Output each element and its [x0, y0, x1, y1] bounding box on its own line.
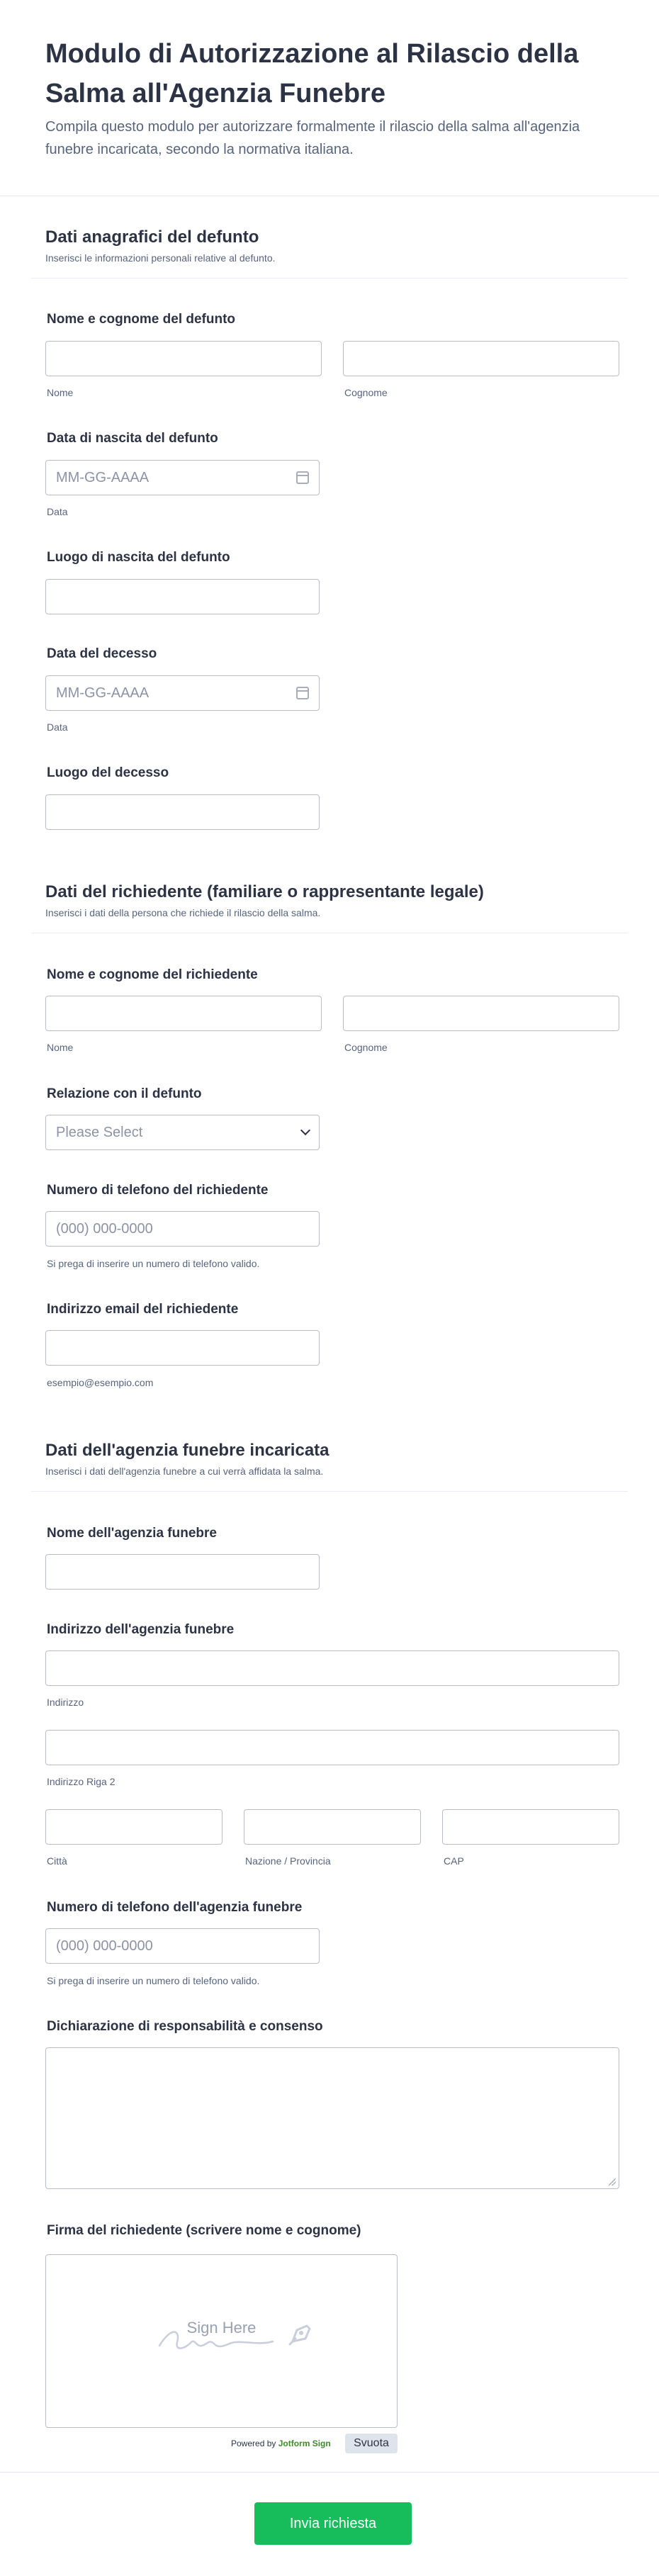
section-title-agenzia: Dati dell'agenzia funebre incaricata [45, 1441, 330, 1460]
address-sublabel: Indirizzo [47, 1697, 84, 1708]
death-place-input[interactable] [45, 794, 320, 830]
relation-label: Relazione con il defunto [47, 1086, 202, 1101]
phone-sublabel: Si prega di inserire un numero di telefono valido. [47, 1975, 260, 1986]
birth-date-label: Data di nascita del defunto [47, 431, 218, 446]
city-input[interactable] [45, 1809, 223, 1845]
calendar-icon[interactable] [296, 471, 309, 484]
address-line1-input[interactable] [45, 1650, 619, 1686]
section-title-richiedente: Dati del richiedente (familiare o rappresentante legale) [45, 882, 484, 901]
requester-first-name-input[interactable] [45, 996, 322, 1031]
chevron-down-icon [300, 1125, 310, 1135]
form-title: Modulo di Autorizzazione al Rilascio della Salma all'Agenzia Funebre [45, 39, 579, 108]
form-subtitle: Compila questo modulo per autorizzare formalmente il rilascio della salma all'agenzia funebre incaricata, secondo la normativa italiana. [45, 119, 580, 157]
deceased-last-name-input[interactable] [343, 341, 619, 376]
death-date-sublabel: Data [47, 721, 68, 733]
birth-date-sublabel: Data [47, 506, 68, 517]
death-date-placeholder: MM-GG-AAAA [56, 685, 150, 701]
requester-email-label: Indirizzo email del richiedente [47, 1302, 239, 1317]
agency-name-input[interactable] [45, 1554, 320, 1590]
requester-phone-label: Numero di telefono del richiedente [47, 1183, 269, 1198]
calendar-icon[interactable] [296, 687, 309, 699]
birth-date-input[interactable] [45, 460, 320, 495]
section-divider [31, 1491, 628, 1492]
requester-name-label: Nome e cognome del richiedente [47, 967, 258, 982]
declaration-textarea[interactable] [45, 2047, 619, 2189]
death-place-label: Luogo del decesso [47, 765, 169, 780]
clear-signature-button[interactable]: Svuota [345, 2434, 398, 2453]
footer-divider [0, 2472, 659, 2473]
last-name-sublabel: Cognome [344, 1042, 388, 1053]
last-name-sublabel: Cognome [344, 387, 388, 398]
relation-placeholder: Please Select [56, 1125, 143, 1140]
birth-date-placeholder: MM-GG-AAAA [56, 470, 150, 485]
deceased-name-label: Nome e cognome del defunto [47, 312, 236, 327]
pen-nib-icon [287, 2320, 315, 2349]
requester-email-input[interactable] [45, 1330, 320, 1366]
agency-name-label: Nome dell'agenzia funebre [47, 1526, 217, 1541]
death-date-label: Data del decesso [47, 646, 157, 661]
first-name-sublabel: Nome [47, 1042, 74, 1053]
province-sublabel: Nazione / Provincia [245, 1855, 331, 1867]
powered-prefix: Powered by [231, 2439, 276, 2448]
section-title-defunto: Dati anagrafici del defunto [45, 227, 259, 247]
birth-place-input[interactable] [45, 579, 320, 614]
agency-address-label: Indirizzo dell'agenzia funebre [47, 1622, 235, 1637]
agency-phone-input[interactable] [45, 1928, 320, 1964]
province-input[interactable] [244, 1809, 421, 1845]
city-sublabel: Città [47, 1855, 67, 1867]
cap-input[interactable] [442, 1809, 619, 1845]
requester-phone-input[interactable] [45, 1211, 320, 1247]
submit-button[interactable]: Invia richiesta [254, 2502, 412, 2545]
death-date-input[interactable] [45, 675, 320, 711]
birth-place-label: Luogo di nascita del defunto [47, 550, 230, 565]
email-sublabel: esempio@esempio.com [47, 1377, 154, 1388]
signature-pad[interactable] [45, 2254, 398, 2428]
section-subtitle-defunto: Inserisci le informazioni personali relative al defunto. [45, 252, 276, 264]
deceased-first-name-input[interactable] [45, 341, 322, 376]
powered-by-text [231, 2438, 331, 2449]
resize-grip-icon[interactable] [609, 2178, 616, 2186]
signature-placeholder: Sign Here [186, 2319, 257, 2336]
signature-label: Firma del richiedente (scrivere nome e cognome) [47, 2223, 361, 2238]
requester-last-name-input[interactable] [343, 996, 619, 1031]
address2-sublabel: Indirizzo Riga 2 [47, 1776, 116, 1787]
relation-select[interactable] [45, 1115, 320, 1150]
phone-placeholder: (000) 000-0000 [56, 1938, 153, 1954]
section-divider [31, 278, 628, 279]
agency-phone-label: Numero di telefono dell'agenzia funebre [47, 1900, 303, 1915]
phone-placeholder: (000) 000-0000 [56, 1221, 153, 1237]
section-subtitle-agenzia: Inserisci i dati dell'agenzia funebre a cui verrà affidata la salma. [45, 1466, 324, 1477]
cap-sublabel: CAP [444, 1855, 464, 1867]
section-subtitle-richiedente: Inserisci i dati della persona che richiede il rilascio della salma. [45, 907, 321, 918]
first-name-sublabel: Nome [47, 387, 74, 398]
powered-brand: Jotform Sign [278, 2439, 331, 2448]
phone-sublabel: Si prega di inserire un numero di telefono valido. [47, 1258, 260, 1269]
address-line2-input[interactable] [45, 1730, 619, 1765]
declaration-label: Dichiarazione di responsabilità e consenso [47, 2019, 323, 2034]
